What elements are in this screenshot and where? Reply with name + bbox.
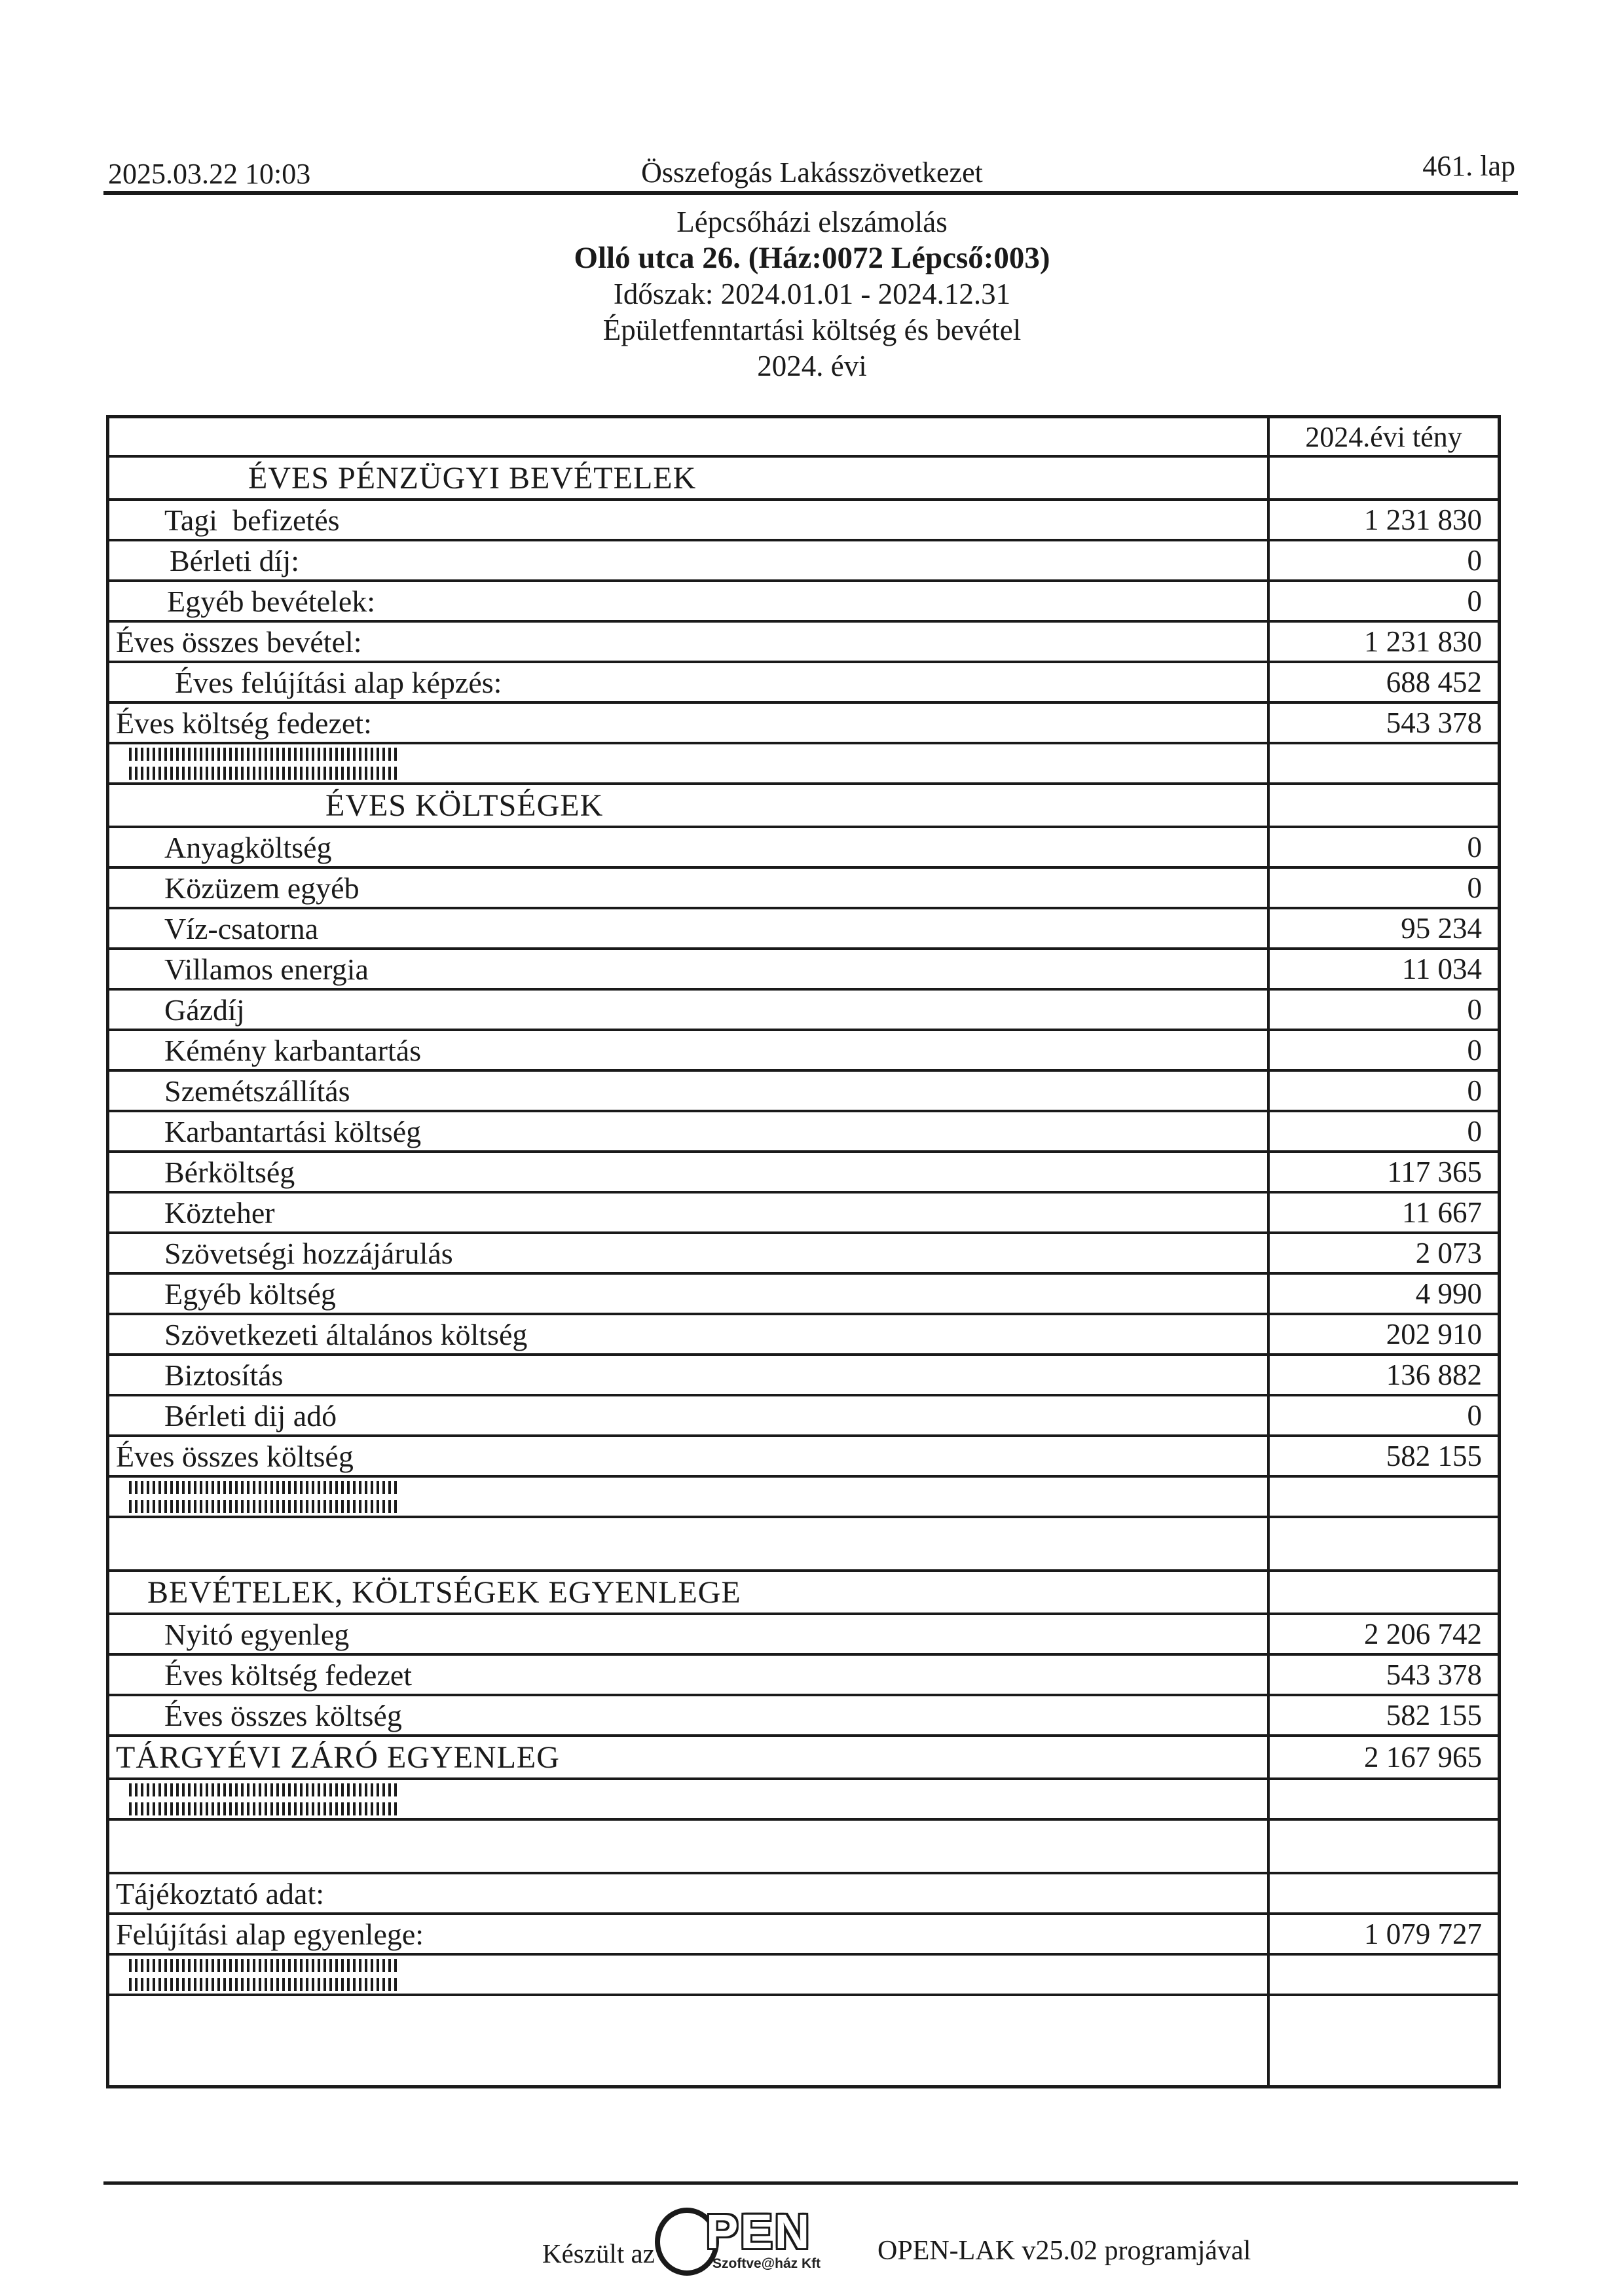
table-row [109,1356,1498,1396]
row-value: 0 [1267,541,1498,579]
barcode-separator [129,1958,397,1991]
row-label: Közüzem egyéb [164,871,360,905]
row-label: Éves felújítási alap képzés: [175,665,502,699]
table-row [109,1153,1498,1194]
report-address-title: Olló utca 26. (Ház:0072 Lépcső:003) [574,241,1050,275]
organization-name: Összefogás Lakásszövetkezet [641,156,983,189]
row-label [109,1780,1267,1818]
row-label: Bérleti dij adó [164,1398,337,1432]
row-value: 1 079 727 [1267,1915,1498,1953]
table-row [109,1437,1498,1478]
row-label: Nyitó egyenleg [164,1617,350,1651]
print-timestamp: 2025.03.22 10:03 [108,158,311,190]
row-label: Szemétszállítás [164,1074,350,1108]
row-value: 0 [1267,1396,1498,1434]
row-label: ÉVES KÖLTSÉGEK [325,788,604,823]
row-value [1267,458,1498,498]
table-row [109,909,1498,950]
report-year: 2024. évi [757,350,867,382]
row-value [1267,785,1498,826]
row-label: Éves költség fedezet [164,1658,413,1692]
row-value: 0 [1267,828,1498,866]
row-label: Kémény karbantartás [164,1033,422,1067]
header-divider-line [103,191,1518,195]
table-row [109,1234,1498,1275]
row-label: BEVÉTELEK, KÖLTSÉGEK EGYENLEGE [147,1575,741,1610]
row-label [109,1821,1267,1872]
table-row [109,1737,1498,1780]
row-label: Szövetségi hozzájárulás [164,1236,453,1270]
row-value [1267,1478,1498,1516]
table-row [109,1615,1498,1656]
row-label: Gázdíj [164,993,245,1027]
row-label [109,1956,1267,1994]
row-label: Egyéb bevételek: [167,584,376,618]
separator-row [109,1478,1498,1518]
row-value: 1 231 830 [1267,501,1498,539]
page-number: 461. lap [1422,150,1515,182]
row-value [1267,1572,1498,1613]
barcode-separator [129,747,397,780]
table-row [109,1518,1498,1572]
report-period: Időszak: 2024.01.01 - 2024.12.31 [613,278,1011,310]
report-type: Épületfenntartási költség és bevétel [602,314,1022,346]
row-label: Éves összes bevétel: [116,625,362,659]
row-value: 0 [1267,991,1498,1029]
barcode-band [129,1500,397,1513]
row-label: Felújítási alap egyenlege: [116,1917,424,1951]
row-value: 11 034 [1267,950,1498,988]
row-label [109,418,1267,455]
row-value [1267,1956,1498,1994]
row-value: 2 206 742 [1267,1615,1498,1653]
footer-made-with-prefix: Készült az [542,2238,655,2269]
table-row [109,458,1498,501]
row-value: 0 [1267,582,1498,620]
row-label: Egyéb költség [164,1277,336,1311]
separator-row [109,1780,1498,1821]
row-value [1267,1821,1498,1872]
footer-divider-line [103,2181,1518,2185]
row-value: 582 155 [1267,1696,1498,1734]
row-label [109,1996,1267,2085]
row-label: ÉVES PÉNZÜGYI BEVÉTELEK [248,460,697,496]
row-label [109,1518,1267,1569]
table-row [109,1572,1498,1615]
row-value [1267,1780,1498,1818]
row-value: 95 234 [1267,909,1498,947]
table-row [109,541,1498,582]
row-value [1267,1996,1498,2085]
table-row [109,1112,1498,1153]
barcode-band [129,1978,397,1991]
row-label: TÁRGYÉVI ZÁRÓ EGYENLEG [116,1740,560,1775]
row-value: 543 378 [1267,704,1498,742]
financial-table [106,415,1501,2088]
row-label: Villamos energia [164,952,369,986]
barcode-band [129,1959,397,1972]
table-row [109,785,1498,828]
table-row [109,1915,1498,1956]
row-label: Biztosítás [164,1358,284,1392]
separator-row [109,1956,1498,1996]
logo-letters: PEN [706,2204,812,2259]
row-value: 543 378 [1267,1656,1498,1694]
separator-row [109,744,1498,785]
row-label: Szövetkezeti általános költség [164,1317,528,1351]
row-label: Közteher [164,1195,275,1230]
table-row [109,582,1498,623]
table-row [109,950,1498,991]
row-label: Anyagköltség [164,830,332,864]
row-value: 2 167 965 [1267,1737,1498,1777]
row-label [109,744,1267,782]
open-szoftverhaz-logo [655,2202,864,2287]
row-label: Víz-csatorna [164,911,318,945]
row-label: Éves összes költség [164,1698,402,1732]
row-label: Bérleti díj: [170,543,300,577]
row-value: 582 155 [1267,1437,1498,1475]
report-subtitle: Lépcsőházi elszámolás [676,206,948,238]
footer-program-version: OPEN-LAK v25.02 programjával [877,2236,1251,2266]
table-row [109,623,1498,663]
row-label [109,1478,1267,1516]
row-label: Éves összes költség [116,1439,354,1473]
row-value: 0 [1267,1031,1498,1069]
row-label: Éves költség fedezet: [116,706,372,740]
row-value: 136 882 [1267,1356,1498,1394]
row-value: 0 [1267,869,1498,907]
row-label: Karbantartási költség [164,1114,422,1148]
table-row [109,663,1498,704]
row-value: 202 910 [1267,1315,1498,1353]
barcode-band [129,1481,397,1494]
row-value: 2 073 [1267,1234,1498,1272]
table-row [109,828,1498,869]
row-value: 117 365 [1267,1153,1498,1191]
table-row [109,1656,1498,1696]
row-label: Bérköltség [164,1155,295,1189]
table-row [109,1996,1498,2085]
table-row [109,704,1498,744]
table-row [109,1031,1498,1072]
table-row [109,1696,1498,1737]
row-label: Tájékoztató adat: [116,1876,325,1910]
table-row [109,1275,1498,1315]
logo-company-subtext: Szoftve@ház Kft [712,2256,821,2271]
row-value: 2024.évi tény [1267,418,1498,455]
table-row [109,418,1498,458]
table-row [109,1315,1498,1356]
row-value: 0 [1267,1112,1498,1150]
row-value: 11 667 [1267,1194,1498,1231]
table-row [109,1194,1498,1234]
row-value: 4 990 [1267,1275,1498,1313]
barcode-separator [129,1480,397,1513]
barcode-band [129,767,397,780]
table-row [109,1072,1498,1112]
row-value [1267,1518,1498,1569]
row-value: 688 452 [1267,663,1498,701]
table-row [109,1874,1498,1915]
barcode-band [129,1783,397,1796]
barcode-separator [129,1783,397,1815]
table-row [109,1821,1498,1874]
row-label: Tagi befizetés [164,503,340,537]
barcode-band [129,748,397,761]
row-value: 0 [1267,1072,1498,1110]
table-row [109,991,1498,1031]
table-row [109,501,1498,541]
row-value [1267,1874,1498,1912]
barcode-band [129,1802,397,1815]
row-value [1267,744,1498,782]
table-row [109,869,1498,909]
report-title-block [0,204,1624,384]
row-value: 1 231 830 [1267,623,1498,661]
table-row [109,1396,1498,1437]
